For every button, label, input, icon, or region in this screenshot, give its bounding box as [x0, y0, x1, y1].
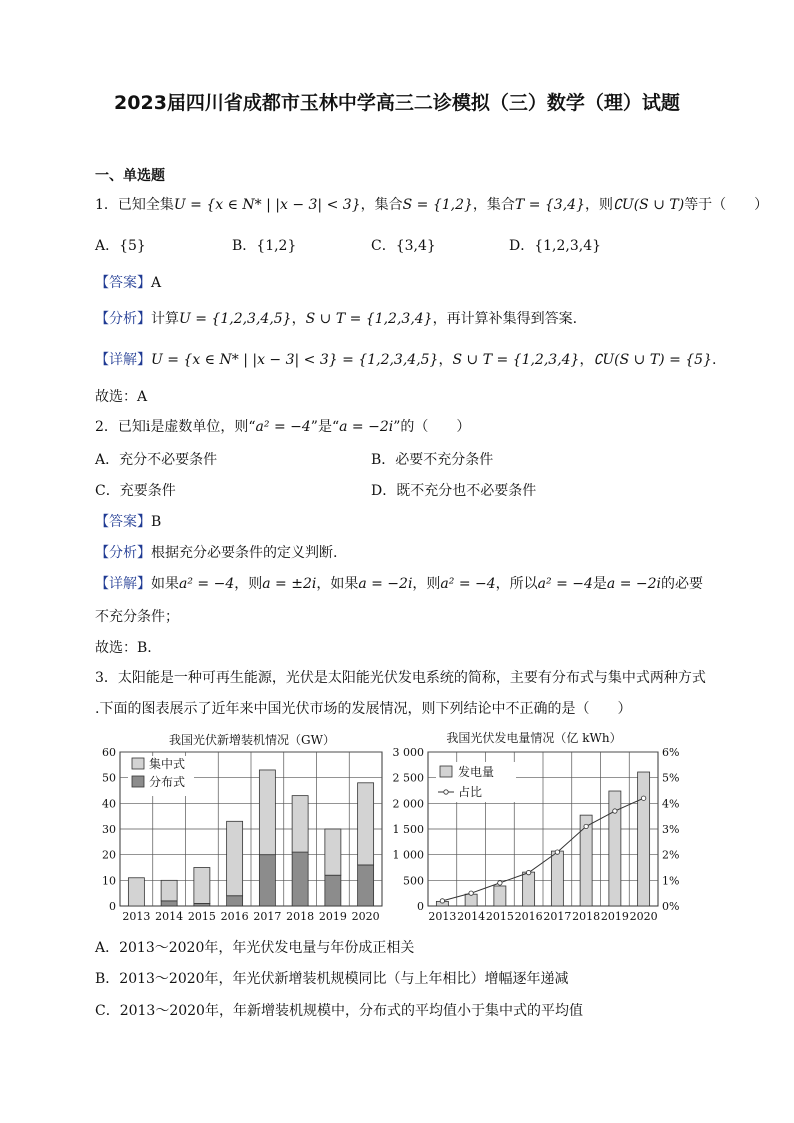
q3-option-b: B．2013～2020年，年光伏新增装机规模同比（与上年相比）增幅逐年递减 [95, 971, 569, 987]
analysis-text: 计算 [151, 311, 179, 327]
x-tick-label: 2018 [572, 910, 601, 923]
q1-text: ，集合 [360, 197, 403, 213]
x-tick-label: 2020 [351, 910, 380, 923]
bar-centralized [194, 868, 210, 904]
detail-math: a² = −4 [440, 576, 496, 592]
y-tick-label: 50 [102, 771, 116, 785]
analysis-text: ， [291, 311, 306, 327]
legend-swatch [440, 766, 452, 777]
bar-centralized [161, 880, 177, 901]
analysis-math: S ∪ T = {1,2,3,4} [305, 311, 433, 327]
x-tick-label: 2013 [428, 910, 457, 923]
bar-distributed [227, 896, 243, 906]
y-tick-label: 10 [102, 874, 116, 888]
bar-distributed [358, 865, 374, 906]
q2-option-b: B．必要不充分条件 [371, 452, 494, 468]
y-tick-label: 2 500 [392, 771, 424, 785]
share-point [641, 796, 645, 800]
detail-text: ， [579, 352, 594, 368]
x-tick-label: 2016 [220, 910, 249, 923]
x-tick-label: 2019 [600, 910, 629, 923]
y-tick-label: 0 [109, 900, 116, 913]
bar-centralized [128, 878, 144, 906]
q2-answer [95, 511, 161, 531]
bar-distributed [161, 901, 177, 906]
answer-tag: 【答案】 [95, 514, 151, 530]
detail-text: ，如果 [316, 576, 359, 592]
legend-label: 集中式 [149, 757, 186, 771]
detail-tag: 【详解】 [95, 576, 151, 592]
bar-distributed [292, 852, 308, 906]
q2-choose: 故选：B. [95, 640, 152, 656]
x-tick-label: 2017 [543, 910, 572, 923]
bar-distributed [259, 855, 275, 906]
share-point [440, 899, 444, 903]
q1-stem [95, 194, 768, 214]
y-tick-label: 500 [403, 874, 424, 888]
legend-swatch [132, 758, 144, 769]
q1-analysis [95, 308, 577, 328]
q1-option-b: B．{1,2} [232, 238, 297, 254]
detail-text: 如果 [151, 576, 179, 592]
detail-text: ，所以 [495, 576, 538, 592]
y-tick-label: 40 [102, 797, 116, 811]
q1-text: ，则 [584, 197, 613, 213]
x-tick-label: 2014 [457, 910, 486, 923]
detail-text: 的必要 [660, 576, 703, 592]
y2-tick-label: 2% [662, 848, 680, 862]
bar-generation [494, 886, 506, 906]
y2-tick-label: 3% [662, 823, 680, 836]
detail-math: U = {x ∈ N* | |x − 3| < 3} = {1,2,3,4,5} [151, 352, 439, 368]
share-point [555, 850, 559, 854]
q1-S-def: S = {1,2} [402, 197, 473, 213]
detail-text: ， [438, 352, 453, 368]
legend-swatch [132, 776, 144, 787]
x-tick-label: 2015 [187, 910, 216, 923]
q1-option-a: A．{5} [95, 238, 146, 254]
q1-text: ，集合 [472, 197, 515, 213]
section-heading: 一、单选题 [95, 168, 165, 184]
x-tick-label: 2015 [485, 910, 514, 923]
detail-math: a = −2i [606, 576, 661, 592]
y2-tick-label: 6% [662, 746, 680, 759]
install-bar-chart [90, 724, 390, 924]
analysis-text: 根据充分必要条件的定义判断. [151, 545, 338, 561]
y-tick-label: 2 000 [392, 797, 424, 811]
q1-text: 1．已知全集 [95, 197, 174, 213]
detail-text: ，则 [234, 576, 263, 592]
bar-centralized [292, 796, 308, 852]
x-tick-label: 2018 [286, 910, 315, 923]
analysis-text: ，再计算补集得到答案. [432, 311, 578, 327]
q1-option-d: D．{1,2,3,4} [509, 238, 602, 254]
q2-text: ”是“ [310, 419, 340, 435]
bar-generation [465, 894, 477, 906]
q2-option-a: A．充分不必要条件 [95, 452, 218, 468]
detail-math: ∁U(S ∪ T) = {5} [593, 352, 712, 368]
q2-text: 2．已知i是虚数单位，则“ [95, 419, 256, 435]
x-tick-label: 2014 [155, 910, 184, 923]
y-tick-label: 30 [102, 823, 116, 836]
q2-detail-cont: 不充分条件； [95, 609, 179, 625]
answer-tag: 【答案】 [95, 275, 151, 291]
legend-marker [444, 790, 448, 794]
bar-generation [609, 791, 621, 906]
share-point [469, 891, 473, 895]
analysis-tag: 【分析】 [95, 311, 151, 327]
detail-tag: 【详解】 [95, 352, 151, 368]
bar-generation [551, 851, 563, 906]
q2-option-d: D．既不充分也不必要条件 [371, 483, 537, 499]
detail-math: a² = −4 [537, 576, 593, 592]
bar-centralized [358, 783, 374, 865]
bar-centralized [259, 770, 275, 855]
share-point [613, 809, 617, 813]
y-tick-label: 20 [102, 848, 116, 862]
q1-choose: 故选：A [95, 389, 148, 405]
y2-tick-label: 0% [662, 900, 680, 913]
legend-label: 占比 [458, 785, 483, 799]
x-tick-label: 2013 [122, 910, 151, 923]
q3-stem-line1: 3．太阳能是一种可再生能源，光伏是太阳能光伏发电系统的简称，主要有分布式与集中式两种方式 [95, 670, 706, 686]
bar-centralized [325, 829, 341, 875]
q3-option-a: A．2013～2020年，年光伏发电量与年份成正相关 [95, 940, 415, 956]
detail-math: a² = −4 [179, 576, 235, 592]
y2-tick-label: 1% [662, 874, 680, 888]
q1-T-def: T = {3,4} [514, 197, 585, 213]
detail-math: a = −2i [358, 576, 413, 592]
answer-value: A [151, 275, 162, 291]
y-tick-label: 0 [417, 900, 424, 913]
q1-detail [95, 349, 716, 369]
q1-expr: ∁U(S ∪ T) [612, 197, 685, 213]
y-tick-label: 3 000 [392, 746, 424, 759]
q2-math: a² = −4 [255, 419, 311, 435]
analysis-tag: 【分析】 [95, 545, 151, 561]
generation-bar-line-chart [386, 724, 698, 924]
bar-generation [523, 872, 535, 906]
q1-U-def: U = {x ∈ N* | |x − 3| < 3} [173, 197, 361, 213]
q2-stem [95, 416, 470, 436]
detail-text: . [712, 352, 717, 368]
detail-math: a = ±2i [262, 576, 317, 592]
bar-generation [638, 772, 650, 906]
answer-value: B [151, 514, 162, 530]
share-point [526, 870, 530, 874]
share-point [498, 881, 502, 885]
x-tick-label: 2020 [629, 910, 658, 923]
legend-label: 分布式 [149, 775, 186, 789]
share-point [584, 824, 588, 828]
q3-option-c: C．2013～2020年，年新增装机规模中，分布式的平均值小于集中式的平均值 [95, 1003, 583, 1019]
q3-stem-line2: .下面的图表展示了近年来中国光伏市场的发展情况，则下列结论中不正确的是（ ） [95, 701, 632, 717]
q1-text: 等于（ ） [684, 197, 769, 213]
analysis-math: U = {1,2,3,4,5} [179, 311, 292, 327]
detail-text: 是 [592, 576, 607, 592]
detail-text: ，则 [412, 576, 441, 592]
q2-option-c: C．充要条件 [95, 483, 176, 499]
y2-tick-label: 5% [662, 771, 680, 785]
bar-centralized [227, 821, 243, 895]
y-tick-label: 1 000 [392, 848, 424, 862]
q2-analysis [95, 542, 337, 562]
q2-math: a = −2i [339, 419, 394, 435]
q1-answer [95, 272, 161, 292]
q2-text: ”的（ ） [393, 419, 471, 435]
y-tick-label: 60 [102, 746, 116, 759]
chart-title: 我国光伏发电量情况（亿 kWh） [446, 731, 622, 745]
x-tick-label: 2016 [514, 910, 543, 923]
q1-option-c: C．{3,4} [371, 238, 436, 254]
bar-distributed [325, 875, 341, 906]
x-tick-label: 2017 [253, 910, 282, 923]
detail-math: S ∪ T = {1,2,3,4} [452, 352, 580, 368]
chart-title: 我国光伏新增装机情况（GW） [169, 733, 335, 747]
x-tick-label: 2019 [318, 910, 347, 923]
y2-tick-label: 4% [662, 797, 680, 811]
page-title: 2023届四川省成都市玉林中学高三二诊模拟（三）数学（理）试题 [114, 92, 680, 114]
y-tick-label: 1 500 [392, 823, 424, 836]
q2-detail [95, 573, 703, 593]
legend-label: 发电量 [458, 765, 495, 779]
